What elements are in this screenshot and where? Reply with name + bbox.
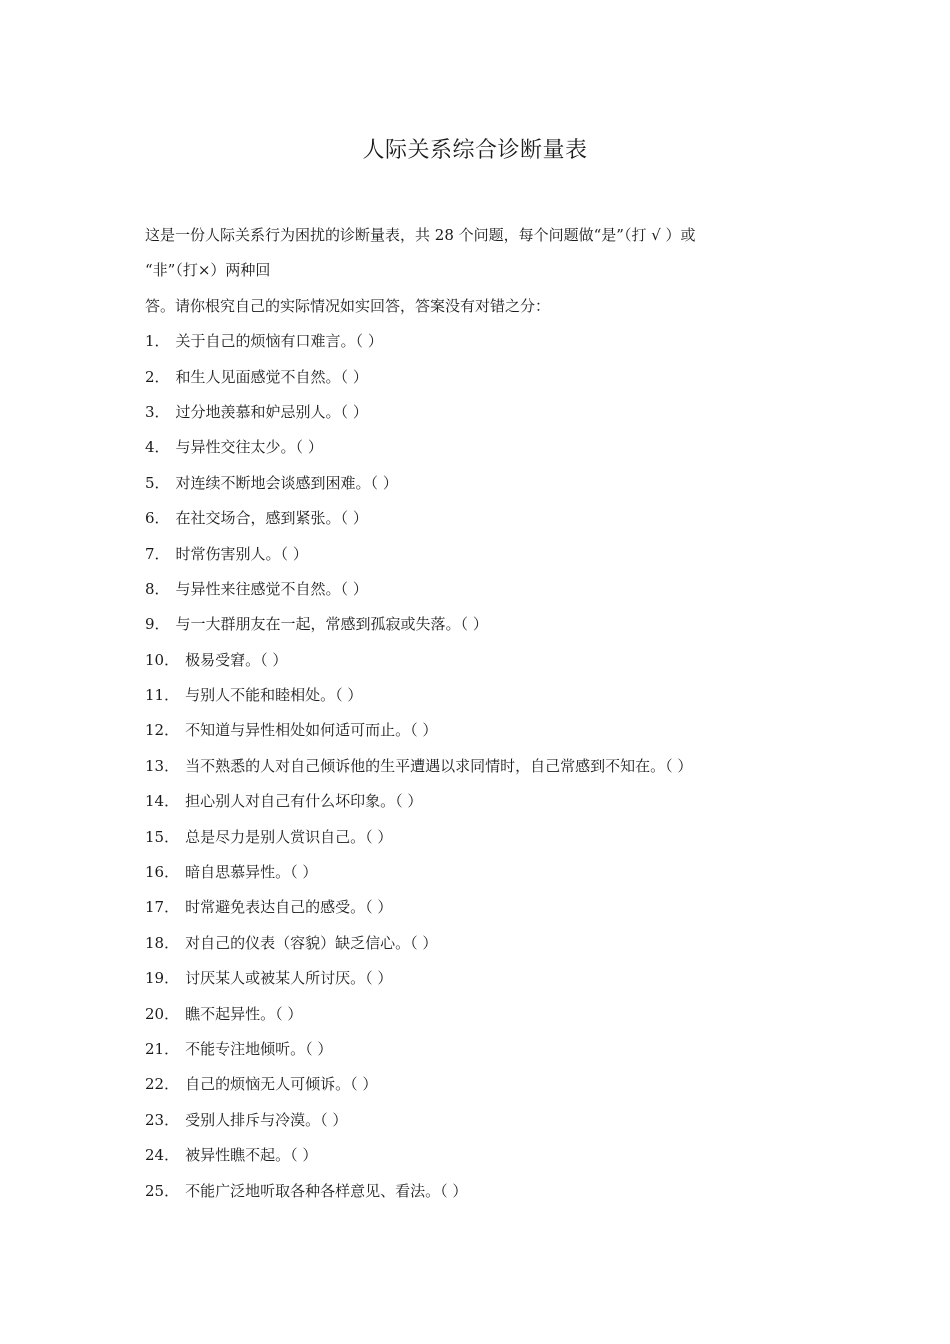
question-text: 时常伤害别人。（ ）: [175, 544, 308, 563]
question-item: [145, 324, 825, 359]
question-number: 9．: [145, 615, 170, 634]
question-number: 12．: [145, 721, 180, 740]
question-text: 与异性交往太少。（ ）: [175, 438, 323, 457]
question-text: 自己的烦恼无人可倾诉。（ ）: [185, 1075, 378, 1094]
question-number: 6．: [145, 509, 170, 528]
intro-line-2: “非”（打×）两种回: [145, 261, 271, 280]
question-item: [145, 395, 825, 430]
question-number: 15．: [145, 827, 180, 846]
question-number: 21．: [145, 1039, 180, 1058]
question-number: 13．: [145, 756, 180, 775]
question-item: [145, 890, 825, 925]
question-item: [145, 713, 825, 748]
question-text: 与异性来往感觉不自然。（ ）: [175, 579, 368, 598]
question-text: 瞧不起异性。（ ）: [185, 1004, 303, 1023]
question-text: 和生人见面感觉不自然。（ ）: [175, 367, 368, 386]
question-number: 3．: [145, 402, 170, 421]
page-title: 人际关系综合诊断量表: [362, 138, 588, 163]
question-item: [145, 466, 825, 501]
question-item: [145, 855, 825, 890]
question-item: [145, 572, 825, 607]
question-number: 24．: [145, 1146, 180, 1165]
question-number: 5．: [145, 473, 170, 492]
question-text: 与一大群朋友在一起，常感到孤寂或失落。（ ）: [175, 615, 488, 634]
question-number: 18．: [145, 933, 180, 952]
question-text: 与别人不能和睦相处。（ ）: [185, 686, 363, 705]
question-item: [145, 430, 825, 465]
question-number: 25．: [145, 1181, 180, 1200]
question-text: 极易受窘。（ ）: [185, 650, 288, 669]
question-item: [145, 537, 825, 572]
question-number: 19．: [145, 969, 180, 988]
question-text: 当不熟悉的人对自己倾诉他的生平遭遇以求同情时，自己常感到不知在。（ ）: [185, 756, 693, 775]
question-list: [145, 324, 825, 1209]
question-item: [145, 360, 825, 395]
question-number: 22．: [145, 1075, 180, 1094]
question-item: [145, 643, 825, 678]
question-item: [145, 501, 825, 536]
question-number: 10．: [145, 650, 180, 669]
question-text: 过分地羡慕和妒忌别人。（ ）: [175, 402, 368, 421]
question-item: [145, 749, 825, 784]
question-text: 不能专注地倾听。（ ）: [185, 1039, 333, 1058]
question-number: 20．: [145, 1004, 180, 1023]
question-number: 1．: [145, 332, 170, 351]
question-number: 16．: [145, 863, 180, 882]
question-text: 时常避免表达自己的感受。（ ）: [185, 898, 393, 917]
question-number: 17．: [145, 898, 180, 917]
question-number: 7．: [145, 544, 170, 563]
question-number: 11．: [145, 686, 180, 705]
question-number: 23．: [145, 1110, 180, 1129]
question-text: 暗自思慕异性。（ ）: [185, 863, 318, 882]
question-text: 受别人排斥与冷漠。（ ）: [185, 1110, 348, 1129]
question-number: 8．: [145, 579, 170, 598]
question-text: 被异性瞧不起。（ ）: [185, 1146, 318, 1165]
question-text: 关于自己的烦恼有口难言。（ ）: [175, 332, 383, 351]
question-text: 讨厌某人或被某人所讨厌。（ ）: [185, 969, 393, 988]
question-item: [145, 607, 825, 642]
question-item: [145, 926, 825, 961]
intro-line-3: 答。请你根究自己的实际情况如实回答，答案没有对错之分：: [145, 296, 551, 315]
question-number: 14．: [145, 792, 180, 811]
question-item: [145, 820, 825, 855]
question-text: 不能广泛地听取各种各样意见、看法。（ ）: [185, 1181, 468, 1200]
question-text: 对连续不断地会谈感到困难。（ ）: [175, 473, 398, 492]
question-item: [145, 1174, 825, 1209]
question-number: 4．: [145, 438, 170, 457]
question-text: 对自己的仪表（容貌）缺乏信心。（ ）: [185, 933, 438, 952]
question-item: [145, 1067, 825, 1102]
question-text: 担心别人对自己有什么坏印象。（ ）: [185, 792, 423, 811]
question-item: [145, 678, 825, 713]
question-item: [145, 1103, 825, 1138]
question-item: [145, 961, 825, 996]
question-text: 不知道与异性相处如何适可而止。（ ）: [185, 721, 438, 740]
question-text: 总是尽力是别人赏识自己。（ ）: [185, 827, 393, 846]
question-item: [145, 997, 825, 1032]
question-item: [145, 1138, 825, 1173]
question-number: 2．: [145, 367, 170, 386]
question-item: [145, 1032, 825, 1067]
question-text: 在社交场合，感到紧张。（ ）: [175, 509, 368, 528]
document-body: [145, 218, 825, 1209]
intro-line-1: 这是一份人际关系行为困扰的诊断量表，共 28 个问题，每个问题做“是”（打 √ ）或: [145, 226, 696, 244]
question-item: [145, 784, 825, 819]
